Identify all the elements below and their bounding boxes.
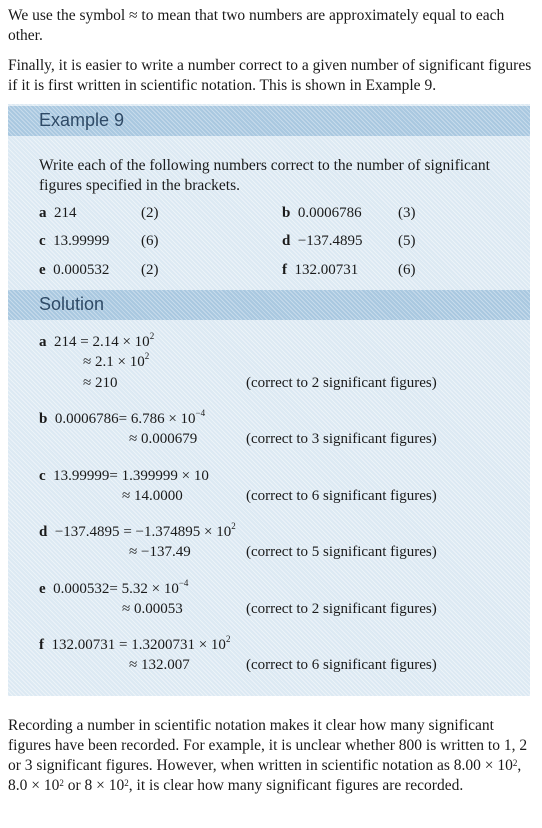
solution-e-line1: e $0.000532= 5.32 \times 10^{-4}$ — [39, 578, 189, 597]
solution-header-bar — [8, 290, 530, 320]
item-c-sf: (6) — [141, 233, 159, 249]
solution-title: Solution — [39, 294, 105, 314]
item-e: e 0.000532 — [39, 262, 110, 278]
solution-f-line2: ≈ 132.007 — [129, 657, 190, 673]
intro-paragraph-scientific: Finally, it is easier to write a number correct to a given number of significant figures if it is first written in scientific notation. This is shown in Example 9. — [8, 57, 532, 94]
solution-a-line1: a $214 = 2.14 \times 10^2$ — [39, 331, 155, 350]
solution-f-note: (correct to 6 significant figures) — [246, 657, 437, 673]
solution-a-note: (correct to 2 significant figures) — [246, 375, 437, 391]
example-question: Write each of the following numbers correct to the number of significant figures specified in the brackets. — [39, 157, 490, 194]
intro-paragraph-approx: We use the symbol ≈ to mean that two numbers are approximately equal to each other. — [8, 7, 505, 44]
solution-d-line1: $d -137.4895 = -1.374895 \times 10^2$ — [39, 521, 236, 540]
item-f-sf: (6) — [398, 262, 416, 278]
solution-c-line1: c 13.99999= 1.399999 × 10 — [39, 468, 209, 484]
solution-a-line3: ≈ 210 — [83, 375, 118, 391]
solution-b-note: (correct to 3 significant figures) — [246, 431, 437, 447]
solution-c-note: (correct to 6 significant figures) — [246, 488, 437, 504]
example-box — [8, 104, 530, 696]
item-d: d −137.4895 — [282, 233, 363, 249]
item-c: c 13.99999 — [39, 233, 110, 249]
solution-c-line2: ≈ 14.0000 — [122, 488, 183, 504]
solution-a-line2: ≈ $2.1 \times 10^2$ — [83, 351, 150, 370]
item-e-sf: (2) — [141, 262, 159, 278]
item-d-sf: (5) — [398, 233, 416, 249]
outro-paragraph: Recording a number in scientific notation makes it clear how many significant figures have been recorded. For example, it is unclear whether 800 is written to 1, 2 or 3 significant figures. However, when written in scientific notation as $8.00 \times 10^2$, $8.0 \times 10^2$ or $8 \times 10^2$, it is clear how many significant figures are recorded. — [8, 717, 528, 794]
item-a: a 214 — [39, 205, 77, 221]
example-title: Example 9 — [39, 110, 125, 130]
solution-b-line1: b $0.0006786= 6.786 \times 10^{-4}$ — [39, 408, 206, 427]
example-header-bar — [8, 106, 530, 136]
item-b: b 0.0006786 — [282, 205, 362, 221]
solution-d-note: (correct to 5 significant figures) — [246, 544, 437, 560]
solution-d-line2: ≈ −137.49 — [129, 544, 191, 560]
solution-b-line2: ≈ 0.000679 — [129, 431, 198, 447]
item-b-sf: (3) — [398, 205, 416, 221]
solution-e-line2: ≈ 0.00053 — [122, 601, 183, 617]
solution-e-note: (correct to 2 significant figures) — [246, 601, 437, 617]
solution-f-line1: f $132.00731 = 1.3200731 \times 10^2$ — [39, 634, 231, 653]
item-f: f 132.00731 — [282, 262, 359, 278]
item-a-sf: (2) — [141, 205, 159, 221]
